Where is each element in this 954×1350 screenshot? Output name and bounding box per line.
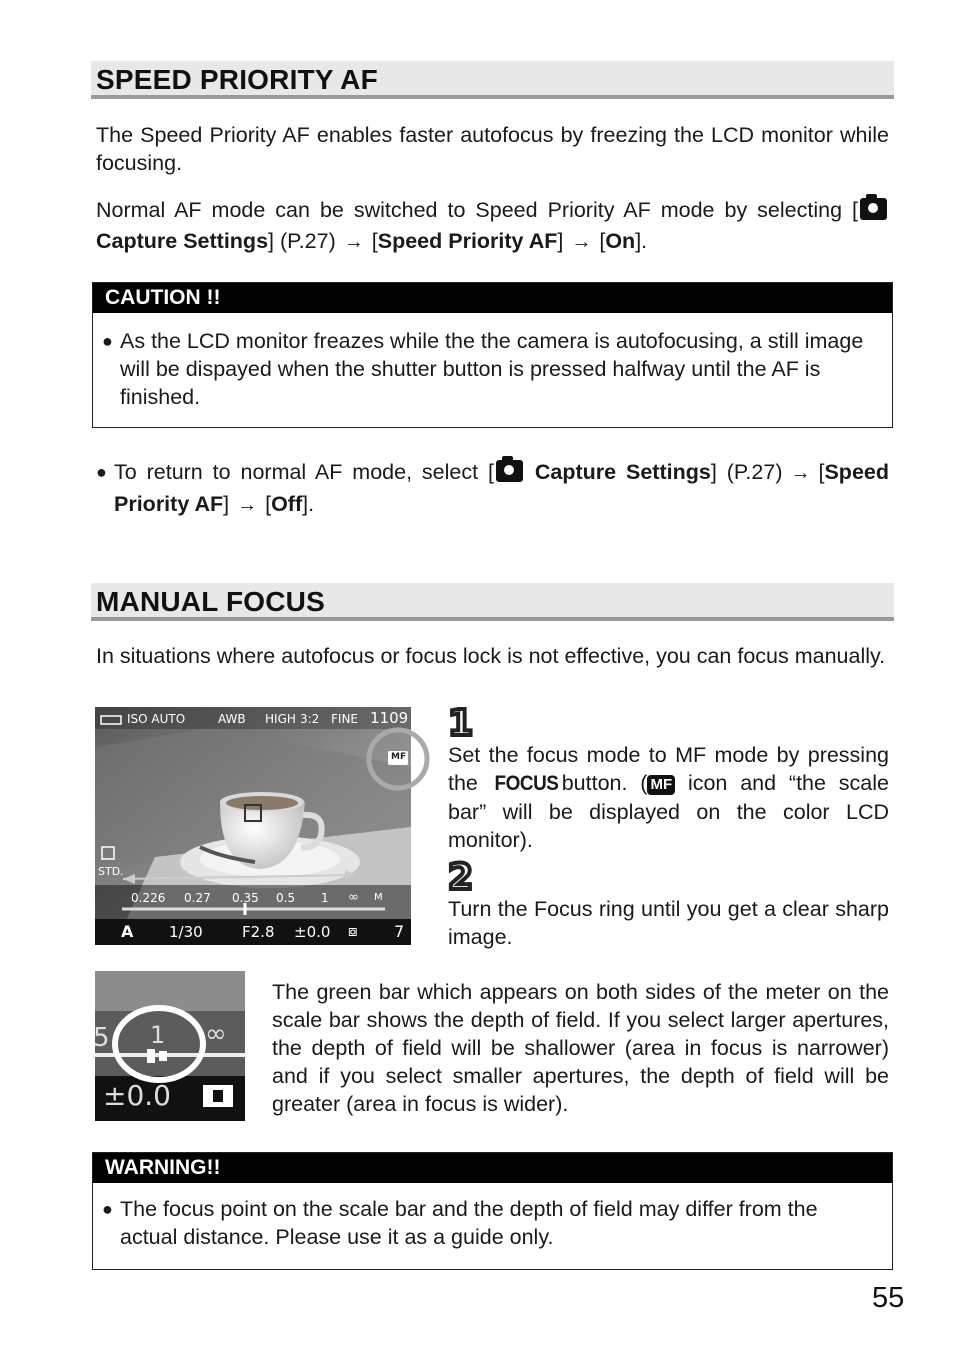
caution-text: As the LCD monitor freazes while the the camera is autofocusing, a still image will be dispayed when the shutter button is pressed halfway until the AF is finished. xyxy=(120,329,864,409)
mf-indicator: MF xyxy=(391,752,407,762)
step-number-2: 2 xyxy=(448,857,474,898)
metering-icon: ⧇ xyxy=(348,922,358,940)
section-heading-manual-focus xyxy=(91,583,894,621)
scale-bar-zoom-image: 5 1 ∞ ±0.0 xyxy=(95,971,245,1121)
return-bullet: ● To return to normal AF mode, select [ Capture Settings] (P.27) → [Speed Priority AF] → [Off]. xyxy=(96,457,889,521)
mf-icon: MF xyxy=(647,775,675,795)
focus-button-label: FOCUS xyxy=(494,772,559,795)
arrow-right-icon: → xyxy=(237,494,258,516)
section-heading-speed-priority-af xyxy=(91,61,894,99)
warning-text: The focus point on the scale bar and the depth of field may differ from the actual distance. Please use it as a guide only. xyxy=(120,1197,818,1249)
bullet-icon: ● xyxy=(102,1199,113,1219)
depth-of-field-text: The green bar which appears on both sides of the meter on the scale bar shows the depth of field. If you select larger apertures, the depth of field will be shallower (area in focus is narrower) and if you select smaller apertures, the depth of field will be greater (area in focus is wider). xyxy=(272,980,889,1116)
step-number-1: 1 xyxy=(448,703,474,744)
section-title: MANUAL FOCUS xyxy=(96,586,325,617)
warning-title: WARNING!! xyxy=(93,1153,892,1183)
step1-text: Set the focus mode to MF mode by pressing the FOCUS button. ( MF icon and “the scale bar” will be displayed on the color LCD monitor). xyxy=(448,743,889,852)
caution-box xyxy=(92,282,893,428)
menu-path-paragraph: Normal AF mode can be switched to Speed Priority AF mode by selecting [ Capture Settings] (P.27) → [Speed Priority AF] → [On]. xyxy=(96,195,889,258)
lcd-screen-image: ISO AUTO AWB HIGH 3:2 FINE 1109 MF STD. 0.226 0.27 0.35 0.5 1 ∞ M A 1/30 F2.8 ±0.0 ⧇ 7 xyxy=(95,707,411,945)
arrow-right-icon: → xyxy=(343,231,364,253)
arrow-right-icon: → xyxy=(790,462,811,484)
bullet-icon: ● xyxy=(96,462,107,482)
coffee-cup-photo xyxy=(95,707,411,945)
section-title: SPEED PRIORITY AF xyxy=(96,64,378,95)
manual-focus-intro: In situations where autofocus or focus lock is not effective, you can focus manually. xyxy=(96,644,886,668)
page-number: 55 xyxy=(872,1282,905,1314)
warning-box xyxy=(92,1152,893,1270)
camera-icon xyxy=(496,460,523,482)
intro-paragraph: The Speed Priority AF enables faster autofocus by freezing the LCD monitor while focusing. xyxy=(96,123,889,175)
camera-icon xyxy=(860,198,887,220)
arrow-right-icon: → xyxy=(571,231,592,253)
caution-title: CAUTION !! xyxy=(93,283,892,313)
step2-text: Turn the Focus ring until you get a clear sharp image. xyxy=(448,897,889,949)
bullet-icon: ● xyxy=(102,331,113,351)
